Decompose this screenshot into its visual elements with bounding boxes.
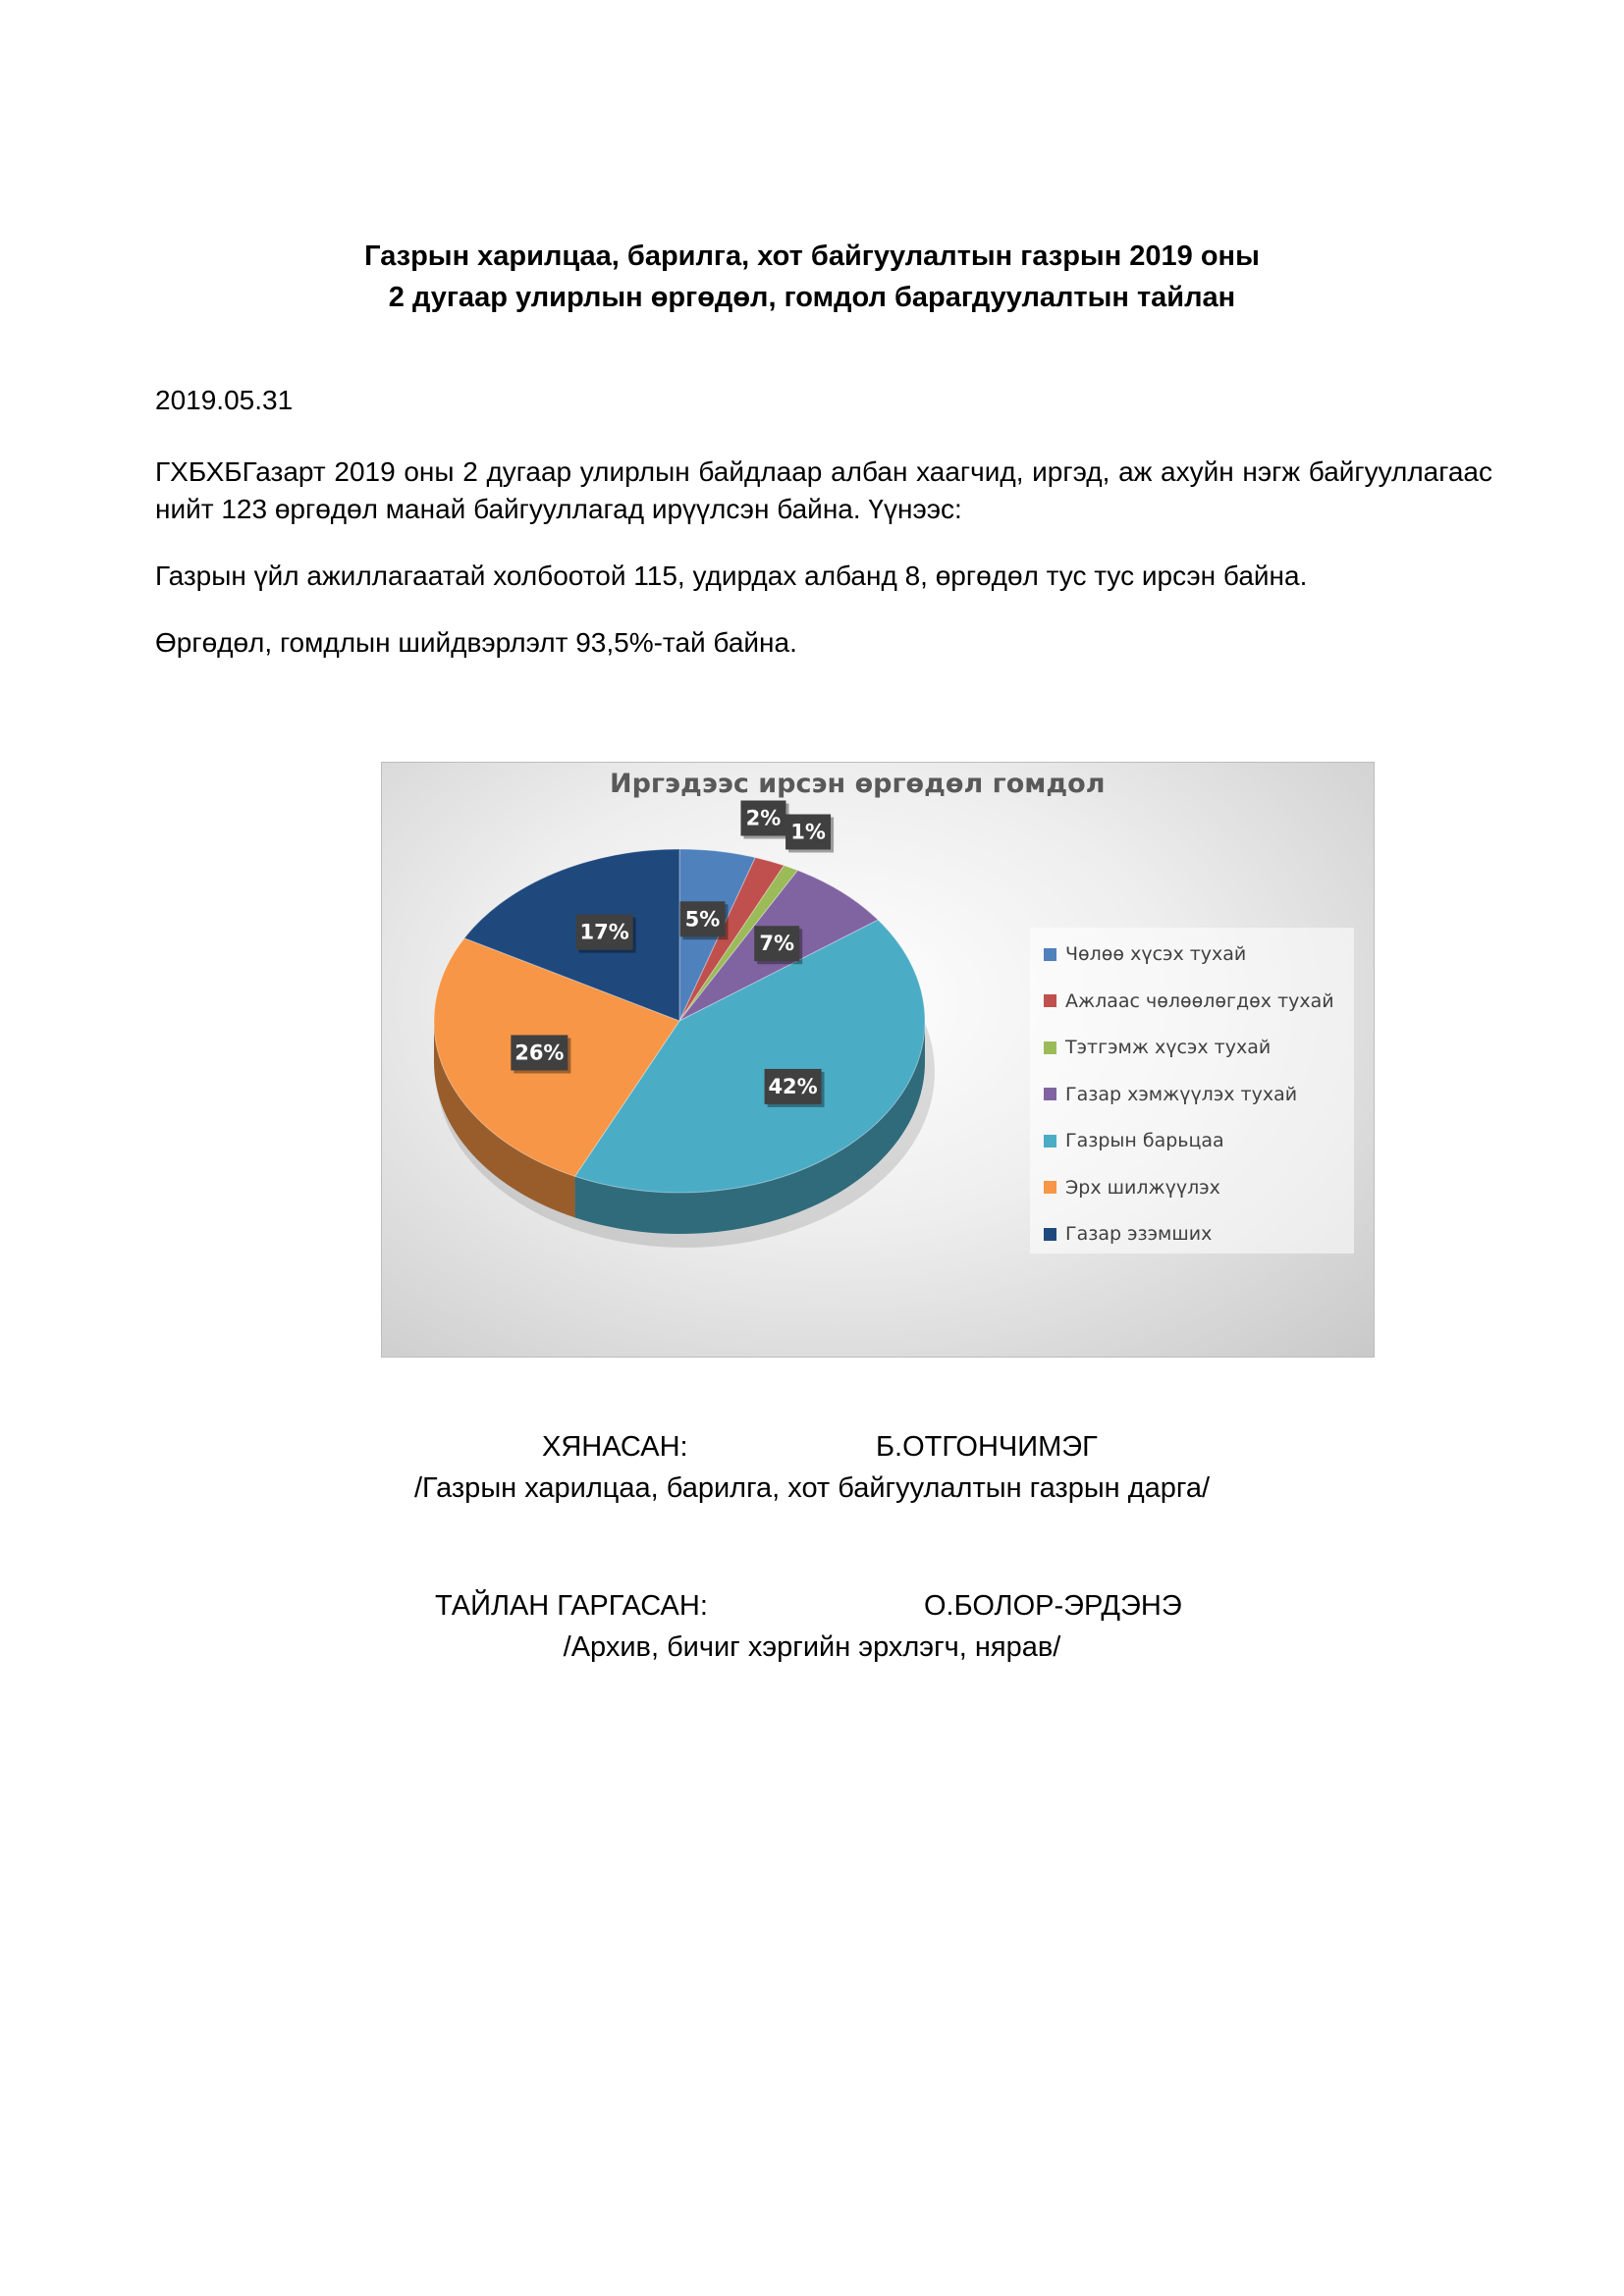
- legend-item-5: [1044, 1173, 1220, 1202]
- prepared-name: О.БОЛОР-ЭРДЭНЭ: [924, 1590, 1182, 1622]
- legend-label-1: Ажлаас чөлөөлөгдөх тухай: [1065, 989, 1334, 1012]
- data-label-text-4: 42%: [768, 1074, 818, 1098]
- paragraph-resolution-rate: Өргөдөл, гомдлын шийдвэрлэлт 93,5%-тай байна.: [155, 627, 797, 658]
- legend-label-5: Эрх шилжүүлэх: [1065, 1176, 1220, 1199]
- pie-chart: [381, 762, 1375, 1358]
- data-label-text-2: 1%: [790, 820, 826, 844]
- legend-label-6: Газар эзэмших: [1065, 1223, 1213, 1245]
- data-label-0: [679, 901, 728, 939]
- prepared-title: /Архив, бичиг хэргийн эрхлэгч, нярав/: [563, 1631, 1061, 1663]
- legend-label-2: Тэтгэмж хүсэх тухай: [1065, 1037, 1272, 1058]
- data-label-text-3: 7%: [759, 932, 795, 956]
- legend-swatch-4: [1044, 1135, 1056, 1148]
- approved-name: Б.ОТГОНЧИМЭГ: [876, 1431, 1098, 1463]
- document-title: [0, 236, 1624, 318]
- approved-label: ХЯНАСАН:: [542, 1431, 688, 1463]
- legend-swatch-3: [1044, 1088, 1056, 1100]
- approved-title: /Газрын харилцаа, барилга, хот байгуулалтын газрын дарга/: [413, 1472, 1211, 1504]
- data-label-text-0: 5%: [684, 907, 721, 932]
- document-date: 2019.05.31: [155, 385, 294, 415]
- legend-label-4: Газрын барьцаа: [1065, 1130, 1224, 1151]
- legend-item-2: [1044, 1033, 1271, 1062]
- chart-title: Иргэдээс ирсэн өргөдөл гомдол: [610, 769, 1106, 799]
- paragraph-summary: ГХБХБГазарт 2019 оны 2 дугаар улирлын байдлаар албан хаагчид, иргэд, аж ахуйн нэгж байгууллагаас нийт 123 өргөдөл манай байгууллагад ирүүлсэн байна. Үүнээс:: [155, 456, 1492, 524]
- legend-item-6: [1044, 1219, 1212, 1249]
- data-label-4: [765, 1069, 825, 1107]
- legend-swatch-5: [1044, 1181, 1056, 1194]
- legend-label-0: Чөлөө хүсэх тухай: [1065, 943, 1247, 965]
- data-label-1: [740, 801, 788, 839]
- title-line-1: Газрын харилцаа, барилга, хот байгуулалтын газрын 2019 оны: [364, 240, 1260, 272]
- data-label-text-6: 17%: [579, 920, 629, 944]
- prepared-label: ТАЙЛАН ГАРГАСАН:: [435, 1590, 708, 1622]
- data-label-text-5: 26%: [514, 1041, 565, 1065]
- legend-swatch-0: [1044, 948, 1056, 961]
- title-line-2: 2 дугаар улирлын өргөдөл, гомдол барагдуулалтын тайлан: [388, 282, 1236, 313]
- legend-item-4: [1044, 1126, 1224, 1155]
- legend-item-0: [1044, 939, 1246, 969]
- legend-label-3: Газар хэмжүүлэх тухай: [1065, 1083, 1298, 1105]
- legend-item-1: [1044, 987, 1334, 1016]
- data-label-3: [754, 926, 802, 964]
- legend-swatch-2: [1044, 1041, 1056, 1054]
- data-label-2: [785, 815, 834, 853]
- legend-item-3: [1044, 1080, 1297, 1109]
- chart-legend: [1030, 928, 1354, 1254]
- data-label-6: [576, 915, 636, 953]
- data-label-text-1: 2%: [745, 806, 782, 830]
- data-label-5: [511, 1035, 570, 1073]
- legend-swatch-6: [1044, 1228, 1056, 1241]
- paragraph-breakdown: Газрын үйл ажиллагаатай холбоотой 115, удирдах албанд 8, өргөдөл тус тус ирсэн байна.: [155, 561, 1308, 591]
- legend-swatch-1: [1044, 994, 1056, 1007]
